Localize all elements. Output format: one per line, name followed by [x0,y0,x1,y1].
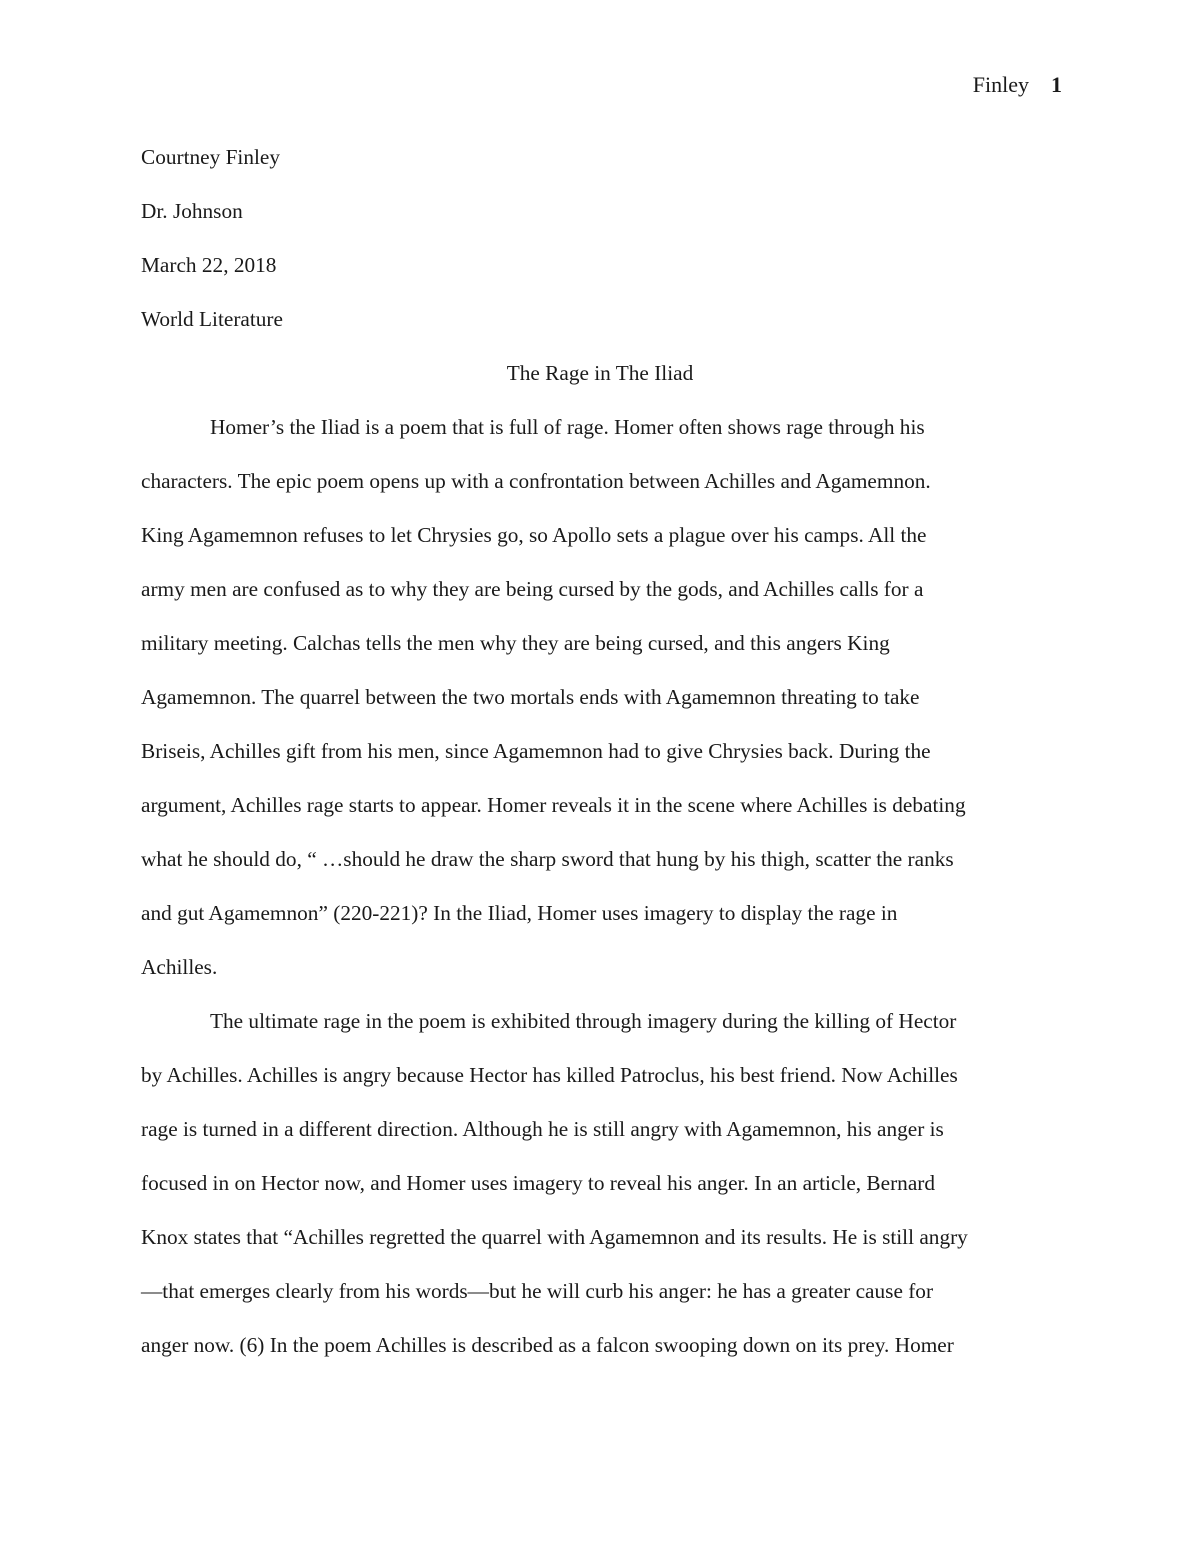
student-name: Courtney Finley [141,145,281,169]
page-number: 1 [1051,72,1062,97]
paragraph-line: and gut Agamemnon” (220-221)? In the Iliad, Homer uses imagery to display the rage in [141,901,898,925]
paragraph-line: focused in on Hector now, and Homer uses imagery to reveal his anger. In an article, Bernard [141,1171,936,1195]
paragraph-line: —that emerges clearly from his words—but he will curb his anger: he has a greater cause for [141,1279,934,1303]
paragraph-line: Achilles. [141,955,218,979]
paragraph-line: army men are confused as to why they are being cursed by the gods, and Achilles calls for a [141,577,924,601]
essay-title: The Rage in The Iliad [506,361,694,385]
paragraph-line: Briseis, Achilles gift from his men, since Agamemnon had to give Chrysies back. During the [141,739,931,763]
essay-date: March 22, 2018 [141,253,277,277]
running-header [973,70,1062,100]
paragraph-line: anger now. (6) In the poem Achilles is described as a falcon swooping down on its prey. Homer [141,1333,954,1357]
header-surname: Finley [972,72,1029,97]
course-name: World Literature [141,307,283,331]
paragraph-line: what he should do, “ …should he draw the sharp sword that hung by his thigh, scatter the ranks [141,847,954,871]
paragraph-line: military meeting. Calchas tells the men why they are being cursed, and this angers King [141,631,890,655]
paragraph-line: Agamemnon. The quarrel between the two mortals ends with Agamemnon threating to take [141,685,920,709]
paragraph-line: Knox states that “Achilles regretted the quarrel with Agamemnon and its results. He is still angry [141,1225,968,1249]
paragraph-line: rage is turned in a different direction. Although he is still angry with Agamemnon, his anger is [141,1117,944,1141]
paragraph-line: King Agamemnon refuses to let Chrysies go, so Apollo sets a plague over his camps. All the [141,523,927,547]
document-body [141,130,1059,1372]
paragraph-line: argument, Achilles rage starts to appear. Homer reveals it in the scene where Achilles is debating [141,793,966,817]
instructor-name: Dr. Johnson [141,199,243,223]
paragraph-line: The ultimate rage in the poem is exhibited through imagery during the killing of Hector [210,1009,957,1033]
paragraph-line: Homer’s the Iliad is a poem that is full of rage. Homer often shows rage through his [210,415,925,439]
paragraph-line: by Achilles. Achilles is angry because Hector has killed Patroclus, his best friend. Now Achilles [141,1063,958,1087]
paragraph-line: characters. The epic poem opens up with a confrontation between Achilles and Agamemnon. [141,469,931,493]
paragraph-2 [141,994,1059,1372]
paragraph-1 [141,400,1059,994]
